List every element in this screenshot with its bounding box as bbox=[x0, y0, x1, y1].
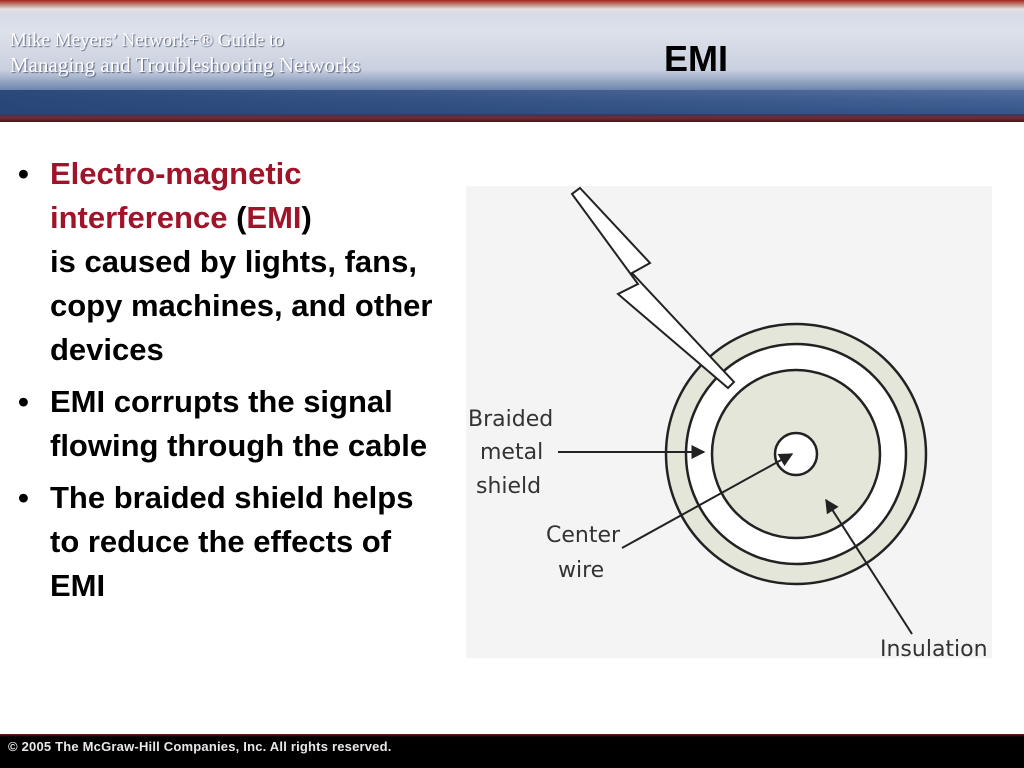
center-wire bbox=[775, 433, 817, 475]
bullet-text: is caused by lights, fans, copy machines, and other devices bbox=[50, 244, 433, 367]
slide-header bbox=[0, 0, 1024, 122]
copyright-notice: © 2005 The McGraw-Hill Companies, Inc. All rights reserved. bbox=[8, 739, 392, 754]
coax-cable-diagram bbox=[466, 186, 996, 661]
bullet-item bbox=[14, 152, 444, 372]
center-label-line2: wire bbox=[558, 558, 605, 583]
bullet-list bbox=[14, 152, 444, 616]
bullet-dot-icon: • bbox=[18, 384, 29, 419]
bullet-text: The braided shield helps to reduce the effects of EMI bbox=[50, 480, 414, 603]
bullet-dot-icon: • bbox=[18, 480, 29, 515]
bullet-text: EMI corrupts the signal flowing through the cable bbox=[50, 384, 428, 463]
slide-footer bbox=[0, 734, 1024, 768]
close-paren: ) bbox=[301, 200, 312, 235]
braided-label-line3: shield bbox=[476, 474, 542, 499]
book-title bbox=[10, 30, 361, 78]
open-paren: ( bbox=[227, 200, 247, 235]
insulation-label: Insulation bbox=[880, 637, 988, 661]
bullet-item bbox=[14, 476, 444, 608]
header-shade bbox=[0, 90, 1024, 114]
braided-label-line2: metal bbox=[480, 440, 544, 465]
center-label-line1: Center bbox=[546, 523, 621, 548]
book-title-line1: Mike Meyers’ Network+® Guide to bbox=[10, 30, 284, 51]
book-title-line2: Managing and Troubleshooting Networks bbox=[10, 53, 361, 77]
bullet-item bbox=[14, 380, 444, 468]
slide-title: EMI bbox=[664, 38, 729, 79]
emi-abbrev: EMI bbox=[246, 200, 302, 235]
braided-label-line1: Braided bbox=[468, 407, 554, 432]
emi-term: Electro-magnetic interference bbox=[50, 156, 302, 235]
bullet-dot-icon: • bbox=[18, 156, 29, 191]
